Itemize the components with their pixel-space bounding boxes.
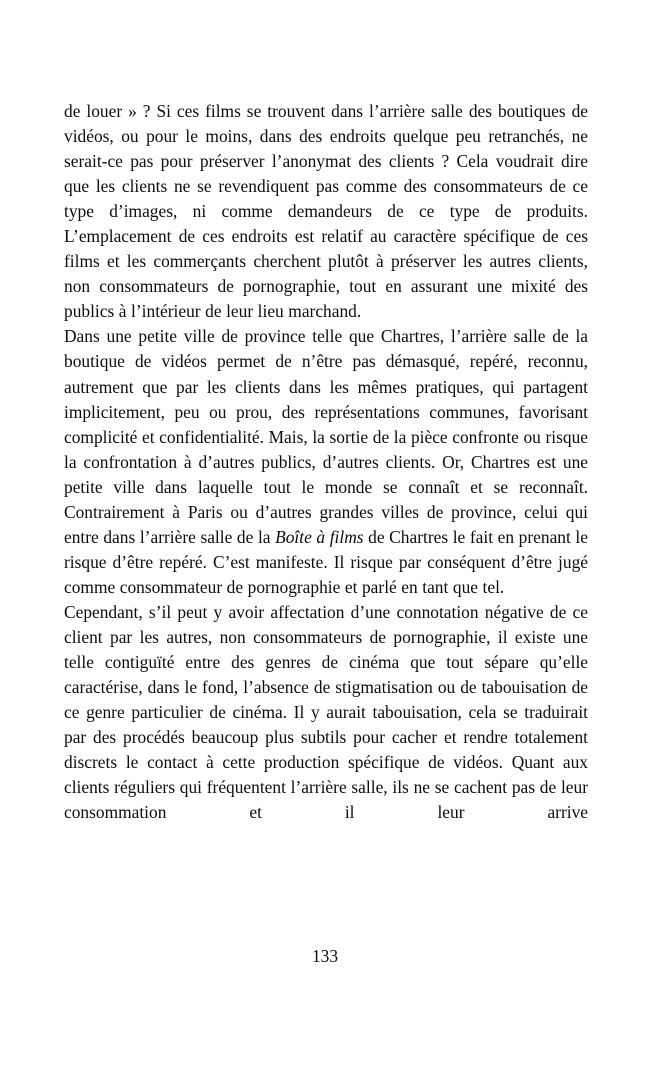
paragraph-2-text-before-italic: Dans une petite ville de province telle que Chartres, l’arrière salle de la boutique de vidéos permet de n’être pas démasqué, repéré, reconnu, autrement que par les clients dans les mêmes pratiques, qui partagent implicitement, peu ou prou, des représentations communes, favorisant complicité et confidentialité. Mais, la sortie de la pièce confronte ou risque la confrontation à d’autres publics, d’autres clients. Or, Chartres est une petite ville dans laquelle tout le monde se connaît et se reconnaît. Contrairement à Paris ou d’autres grandes villes de province, celui qui entre dans l’arrière salle de la xyxy=(64,326,588,547)
page-number: 133 xyxy=(311,946,339,966)
body-paragraph-1: de louer » ? Si ces films se trouvent dans l’arrière salle des boutiques de vidéos, ou pour le moins, dans des endroits quelque peu retranchés, ne serait-ce pas pour préserver l’anonymat des clients ? Cela voudrait dire que les clients ne se revendiquent pas comme des consommateurs de ce type d’images, ni comme demandeurs de ce type de produits. L’emplacement de ces endroits est relatif au caractère spécifique de ces films et les commerçants cherchent plutôt à préserver les autres clients, non consommateurs de pornographie, tout en assurant une mixité des publics à l’intérieur de leur lieu marchand. xyxy=(64,101,588,322)
paragraph-2-text-after-italic: de Chartres le fait en prenant le risque d’être repéré. C’est manifeste. Il risque par conséquent d’être jugé comme consommateur de pornographie et parlé en tant que tel. xyxy=(64,526,588,597)
body-paragraph-3: Cependant, s’il peut y avoir affectation d’une connotation négative de ce client par les autres, non consommateurs de pornographie, il existe une telle contiguïté entre des genres de cinéma que tout sépare qu’elle caractérise, dans le fond, l’absence de stigmatisation ou de tabouisation de ce genre particulier de cinéma. Il y aurait tabouisation, cela se traduirait par des procédés beaucoup plus subtils pour cacher et rendre totalement discrets le contact à cette production spécifique de vidéos. Quant aux clients réguliers qui fréquentent l’arrière salle, ils ne se cachent pas de leur consommation et il leur arrive xyxy=(64,601,588,823)
body-text-block xyxy=(64,99,588,850)
book-title-italic: Boîte à films xyxy=(275,526,364,547)
body-paragraph-2 xyxy=(64,324,588,600)
